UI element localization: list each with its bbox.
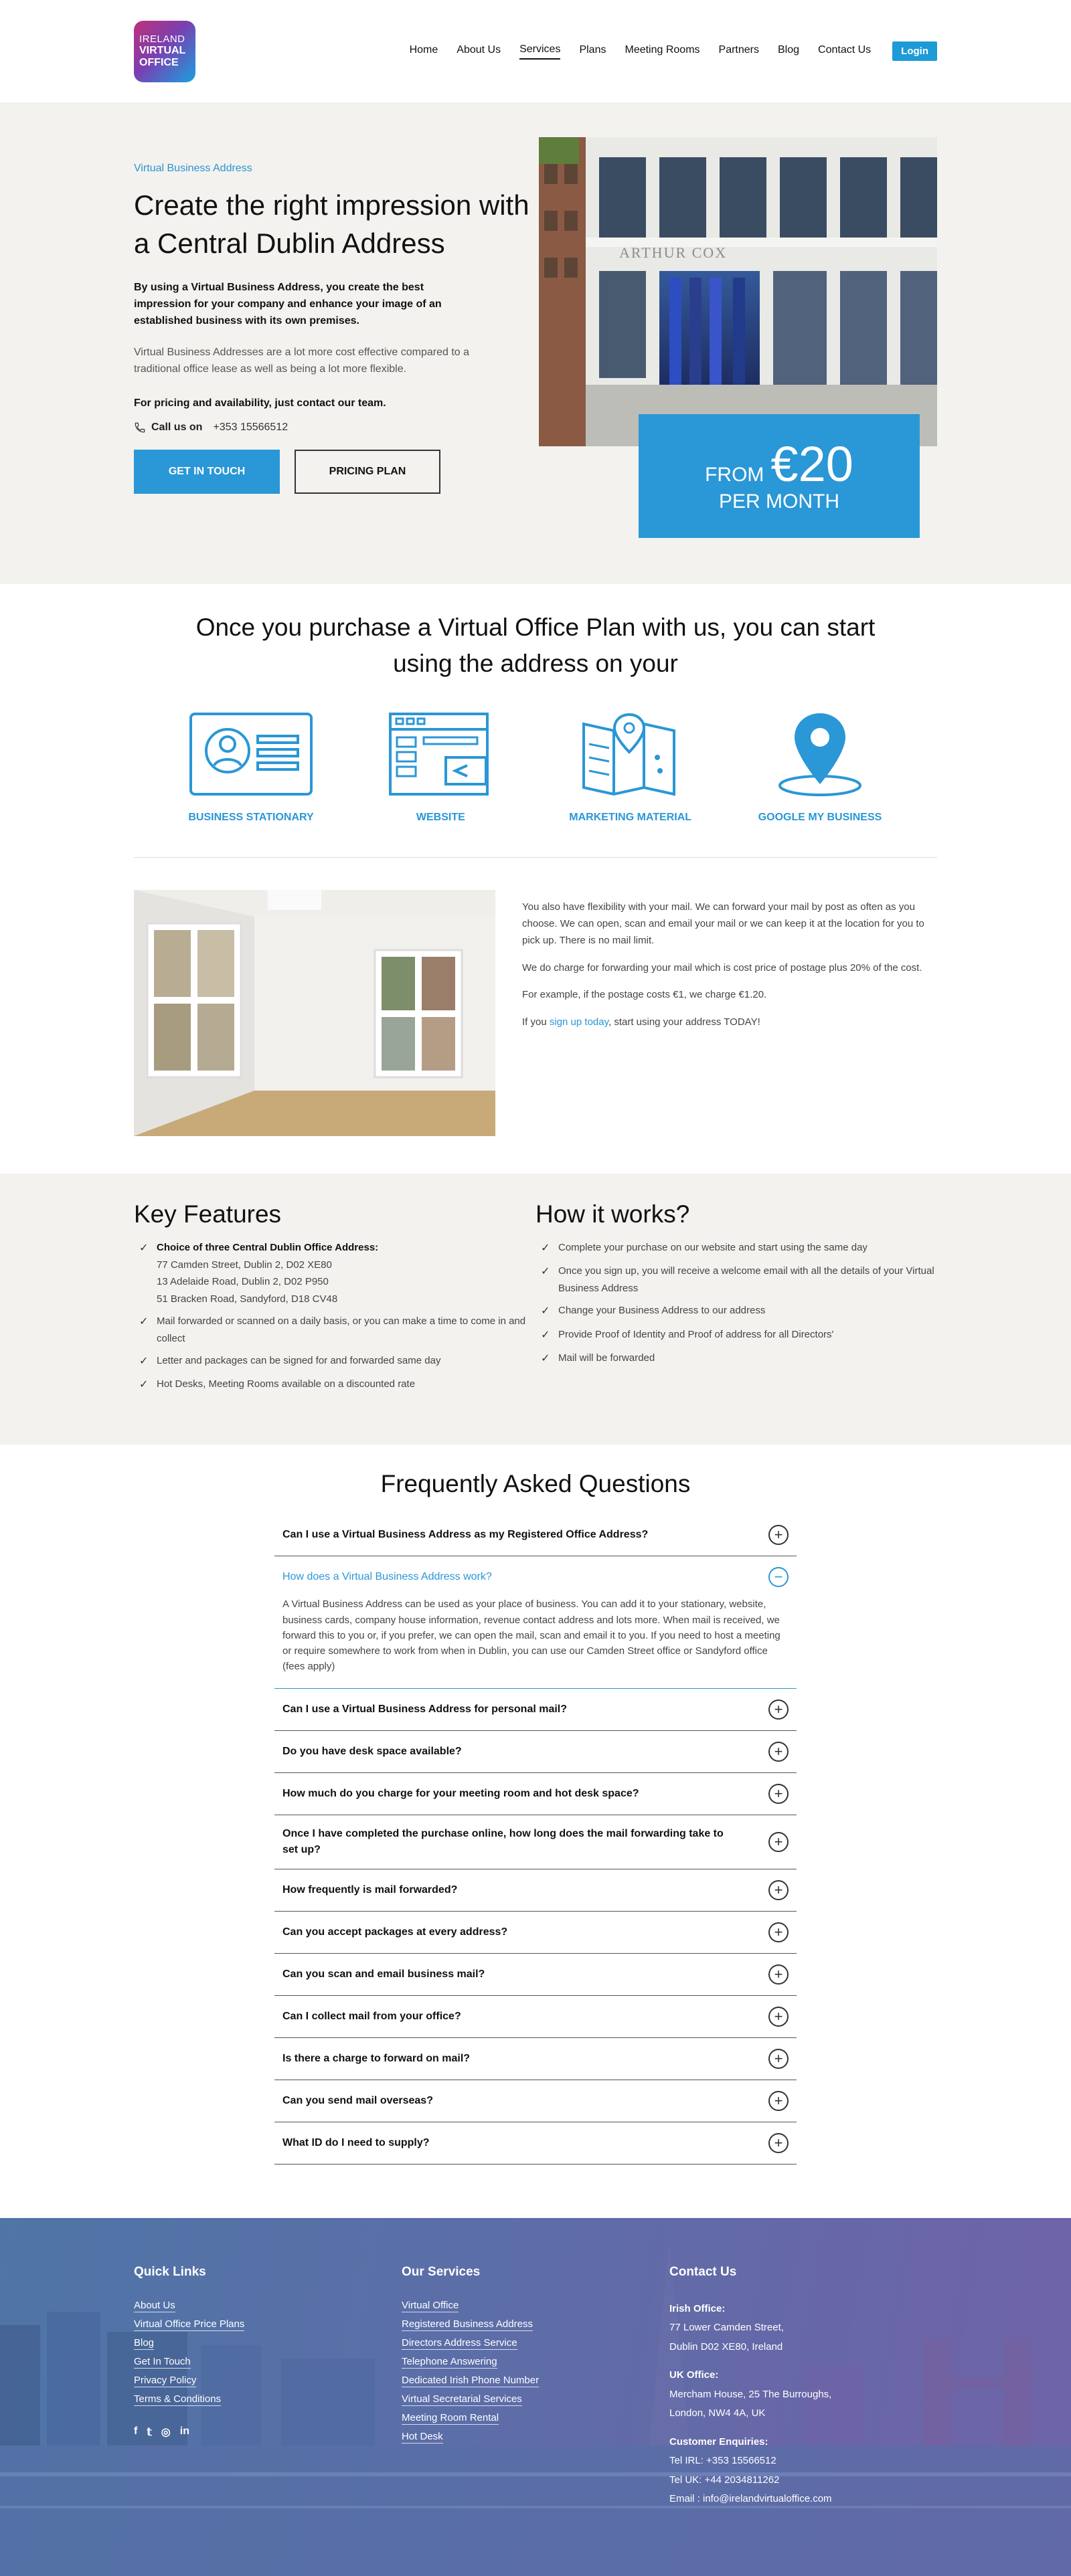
footer-service-link[interactable]: Hot Desk	[402, 2430, 443, 2442]
hero-sub: Virtual Business Addresses are a lot more cost effective compared to a traditional office lease as well as being a lot more flexible.	[134, 346, 469, 375]
logo[interactable]	[134, 21, 195, 82]
faq-question: Can I use a Virtual Business Address for personal mail?	[282, 1703, 568, 1715]
faq-question: Once I have completed the purchase online, how long does the mail forwarding take to set up?	[282, 1827, 724, 1855]
building-photo	[539, 137, 937, 446]
footer-link[interactable]: Terms & Conditions	[134, 2393, 222, 2405]
footer-link[interactable]: Get In Touch	[134, 2355, 191, 2367]
check-icon: ✓	[139, 1243, 149, 1255]
tel-ireland[interactable]: Tel IRL: +353 15566512	[669, 2455, 776, 2467]
twitter-icon[interactable]: 𝕥	[147, 2426, 152, 2438]
nav-blog[interactable]: Blog	[778, 43, 800, 56]
irish-address-1: 77 Lower Camden Street,	[669, 2322, 784, 2334]
faq-item[interactable]	[274, 1996, 797, 2038]
how-text: Mail will be forwarded	[558, 1352, 655, 1364]
location-pin-icon	[773, 711, 867, 798]
faq-question: Can you accept packages at every address?	[282, 1926, 508, 1938]
check-icon: ✓	[139, 1316, 149, 1328]
faq-question: Can I collect mail from your office?	[282, 2010, 461, 2022]
irish-address-2: Dublin D02 XE80, Ireland	[669, 2340, 783, 2353]
how-item	[536, 1239, 937, 1257]
faq-item[interactable]	[274, 1731, 797, 1773]
plus-icon[interactable]: +	[768, 1832, 789, 1852]
faq-answer: A Virtual Business Address can be used as your place of business. You can add it to your stationary, website, business cards, company house information, revenue contact address and lots more. When mail is received, we forward this to you or, if you prefer, we can open the mail, scan and email it to you. If you need to host a meeting or require somewhere to work from when in Dublin, you can use our Camden Street office or Sandyford office (fees apply)	[282, 1598, 780, 1673]
check-icon: ✓	[541, 1352, 550, 1364]
nav-services[interactable]: Services	[519, 43, 560, 60]
feature-text: Hot Desks, Meeting Rooms available on a discounted rate	[157, 1378, 416, 1390]
footer-quick-links	[134, 2265, 402, 2576]
price-value: €20	[770, 436, 853, 492]
uk-address-2: London, NW4 4A, UK	[669, 2407, 766, 2419]
faq-title: Frequently Asked Questions	[380, 1470, 691, 1498]
check-icon: ✓	[541, 1243, 550, 1255]
mail-p4-after: , start using your address TODAY!	[608, 1016, 760, 1028]
how-item	[536, 1263, 937, 1297]
plus-icon[interactable]: +	[768, 1922, 789, 1942]
hero-lead: By using a Virtual Business Address, you create the best impression for your company and enhance your image of an established business with its own premises.	[134, 282, 442, 327]
logo-line-2: VIRTUAL	[139, 45, 186, 57]
check-icon: ✓	[541, 1305, 550, 1317]
key-features-title: Key Features	[134, 1200, 282, 1228]
feature-text: Mail forwarded or scanned on a daily basis, or you can make a time to come in and collect	[157, 1315, 526, 1344]
faq-section	[0, 1445, 1071, 2217]
footer-services	[402, 2265, 669, 2576]
usage-item-stationary	[171, 711, 331, 824]
faq-question: What ID do I need to supply?	[282, 2136, 430, 2148]
uk-office-label: UK Office:	[669, 2369, 719, 2381]
hero-section	[0, 102, 1071, 584]
phone-icon	[134, 422, 146, 434]
nav-meeting-rooms[interactable]: Meeting Rooms	[625, 43, 700, 56]
check-icon: ✓	[139, 1379, 149, 1391]
usage-label: MARKETING MATERIAL	[569, 812, 692, 824]
usage-title: Once you purchase a Virtual Office Plan with us, you can start using the address on your	[195, 614, 876, 677]
faq-question: Is there a charge to forward on mail?	[282, 2052, 471, 2064]
faq-question: Do you have desk space available?	[282, 1745, 462, 1757]
faq-item[interactable]	[274, 1514, 797, 1556]
mail-p3: For example, if the postage costs €1, we charge €1.20.	[522, 989, 767, 1001]
nav-home[interactable]: Home	[409, 43, 438, 56]
faq-item[interactable]	[274, 2080, 797, 2122]
faq-item[interactable]	[274, 2122, 797, 2165]
usage-section	[0, 584, 1071, 858]
footer-link[interactable]: Virtual Office Price Plans	[134, 2318, 245, 2330]
nav-contact[interactable]: Contact Us	[818, 43, 872, 56]
plus-icon[interactable]: +	[768, 2049, 789, 2069]
footer-link[interactable]: Blog	[134, 2336, 155, 2349]
footer-service-link[interactable]: Directors Address Service	[402, 2336, 517, 2349]
mail-p2: We do charge for forwarding your mail which is cost price of postage plus 20% of the cost.	[522, 961, 922, 974]
plus-icon[interactable]: +	[768, 1880, 789, 1900]
usage-label: WEBSITE	[416, 812, 465, 824]
price-badge	[639, 414, 920, 538]
how-item	[536, 1302, 937, 1320]
feature-item	[134, 1313, 536, 1347]
nav-about[interactable]: About Us	[457, 43, 501, 56]
plus-icon[interactable]: +	[768, 1742, 789, 1762]
site-header	[0, 0, 1071, 102]
faq-list	[274, 1514, 797, 2164]
tel-uk[interactable]: Tel UK: +44 2034811262	[669, 2474, 780, 2486]
get-in-touch-button[interactable]: GET IN TOUCH	[134, 450, 280, 494]
irish-office-label: Irish Office:	[669, 2302, 726, 2314]
site-footer	[0, 2218, 1071, 2576]
mail-text	[522, 899, 937, 1042]
how-text: Change your Business Address to our address	[558, 1305, 766, 1317]
how-text: Provide Proof of Identity and Proof of address for all Directors'	[558, 1328, 834, 1340]
footer-service-link[interactable]: Virtual Secretarial Services	[402, 2393, 522, 2405]
faq-item[interactable]	[274, 1815, 797, 1869]
instagram-icon[interactable]: ◎	[161, 2426, 171, 2438]
plus-icon[interactable]: +	[768, 2007, 789, 2027]
footer-service-link[interactable]: Registered Business Address	[402, 2318, 533, 2330]
feature-choice-title: Choice of three Central Dublin Office Address:	[157, 1242, 379, 1254]
plus-icon[interactable]: +	[768, 1964, 789, 1985]
how-text: Complete your purchase on our website and start using the same day	[558, 1242, 868, 1254]
footer-service-link[interactable]: Virtual Office	[402, 2299, 459, 2311]
faq-item[interactable]	[274, 1689, 797, 1731]
enquiries-label: Customer Enquiries:	[669, 2435, 768, 2448]
check-icon: ✓	[139, 1356, 149, 1368]
faq-question: How much do you charge for your meeting room and hot desk space?	[282, 1787, 639, 1799]
faq-item[interactable]	[274, 1954, 797, 1996]
features-section	[0, 1174, 1071, 1445]
feature-address: 77 Camden Street, Dublin 2, D02 XE80	[157, 1259, 332, 1271]
quick-links-title: Quick Links	[134, 2264, 206, 2279]
faq-question: Can I use a Virtual Business Address as my Registered Office Address?	[282, 1529, 649, 1541]
mail-p4	[522, 1014, 937, 1031]
logo-line-1: IRELAND	[139, 33, 185, 45]
faq-question: Can you send mail overseas?	[282, 2094, 433, 2106]
hero-content	[134, 163, 536, 494]
footer-service-link[interactable]: Meeting Room Rental	[402, 2411, 499, 2423]
feature-address: 51 Bracken Road, Sandyford, D18 CV48	[157, 1293, 338, 1305]
plus-icon[interactable]: +	[768, 1699, 789, 1720]
facebook-icon[interactable]: f	[134, 2425, 138, 2437]
footer-link[interactable]: Privacy Policy	[134, 2374, 197, 2386]
map-brochure-icon	[577, 711, 684, 798]
contact-email[interactable]: Email : info@irelandvirtualoffice.com	[669, 2493, 832, 2505]
usage-label: BUSINESS STATIONARY	[188, 812, 314, 824]
footer-service-link[interactable]: Dedicated Irish Phone Number	[402, 2374, 540, 2386]
logo-line-3: OFFICE	[139, 56, 179, 68]
price-period: PER MONTH	[719, 490, 839, 513]
services-title: Our Services	[402, 2264, 481, 2279]
feature-address: 13 Adelaide Road, Dublin 2, D02 P950	[157, 1276, 329, 1288]
feature-text: Letter and packages can be signed for and forwarded same day	[157, 1355, 441, 1367]
feature-item	[134, 1376, 536, 1394]
plus-icon[interactable]: +	[768, 2133, 789, 2153]
faq-item[interactable]	[274, 1912, 797, 1954]
usage-item-website	[360, 711, 521, 824]
price-from: FROM	[705, 463, 764, 486]
how-text: Once you sign up, you will receive a welcome email with all the details of your Virtual Business Address	[558, 1265, 934, 1294]
pricing-plan-button[interactable]: PRICING PLAN	[295, 450, 440, 494]
nav-partners[interactable]: Partners	[718, 43, 759, 56]
footer-contact	[669, 2265, 937, 2576]
faq-item[interactable]	[274, 1869, 797, 1912]
hero-title: Create the right impression with a Central Dublin Address	[134, 189, 529, 259]
mail-p4-before: If you	[522, 1016, 550, 1028]
faq-question: How does a Virtual Business Address work?	[282, 1571, 492, 1583]
faq-question: How frequently is mail forwarded?	[282, 1883, 458, 1896]
hero-contact-line: For pricing and availability, just contact our team.	[134, 397, 386, 409]
call-line	[134, 422, 536, 434]
uk-address-1: Mercham House, 25 The Burroughs,	[669, 2388, 832, 2400]
how-item	[536, 1326, 937, 1344]
minus-icon[interactable]: −	[768, 1567, 789, 1587]
social-links	[134, 2425, 402, 2439]
usage-item-google	[740, 711, 900, 824]
mail-section	[0, 858, 1071, 1174]
how-item	[536, 1350, 937, 1368]
id-card-icon	[187, 711, 315, 798]
faq-item[interactable]	[274, 2038, 797, 2080]
call-label: Call us on	[151, 422, 203, 434]
check-icon: ✓	[541, 1329, 550, 1341]
check-icon: ✓	[541, 1266, 550, 1278]
hero-eyebrow: Virtual Business Address	[134, 163, 252, 174]
website-icon	[387, 711, 494, 798]
faq-question: Can you scan and email business mail?	[282, 1968, 485, 1980]
nav-plans[interactable]: Plans	[579, 43, 606, 56]
login-button[interactable]: Login	[892, 41, 937, 61]
usage-item-marketing	[550, 711, 711, 824]
plus-icon[interactable]: +	[768, 1525, 789, 1545]
footer-service-link[interactable]: Telephone Answering	[402, 2355, 497, 2367]
faq-item[interactable]	[274, 1773, 797, 1815]
linkedin-icon[interactable]: in	[179, 2425, 189, 2437]
footer-link[interactable]: About Us	[134, 2299, 175, 2311]
usage-label: GOOGLE MY BUSINESS	[758, 812, 882, 824]
how-title: How it works?	[536, 1200, 690, 1228]
call-number[interactable]: +353 15566512	[213, 422, 289, 434]
how-it-works	[536, 1174, 937, 1445]
key-features	[134, 1174, 536, 1445]
contact-title: Contact Us	[669, 2264, 737, 2279]
main-nav	[410, 41, 937, 61]
room-photo	[134, 890, 495, 1136]
sign-up-link[interactable]: sign up today	[549, 1016, 608, 1028]
building-sign: ARTHUR COX	[619, 244, 728, 261]
plus-icon[interactable]: +	[768, 1784, 789, 1804]
plus-icon[interactable]: +	[768, 2091, 789, 2111]
faq-item-open[interactable]	[274, 1556, 797, 1688]
feature-item	[134, 1352, 536, 1370]
feature-item	[134, 1239, 536, 1307]
mail-p1: You also have flexibility with your mail. We can forward your mail by post as often as you choose. We can open, scan and email your mail or we can keep it at the location for you to pick up. There is no mail limit.	[522, 901, 924, 946]
